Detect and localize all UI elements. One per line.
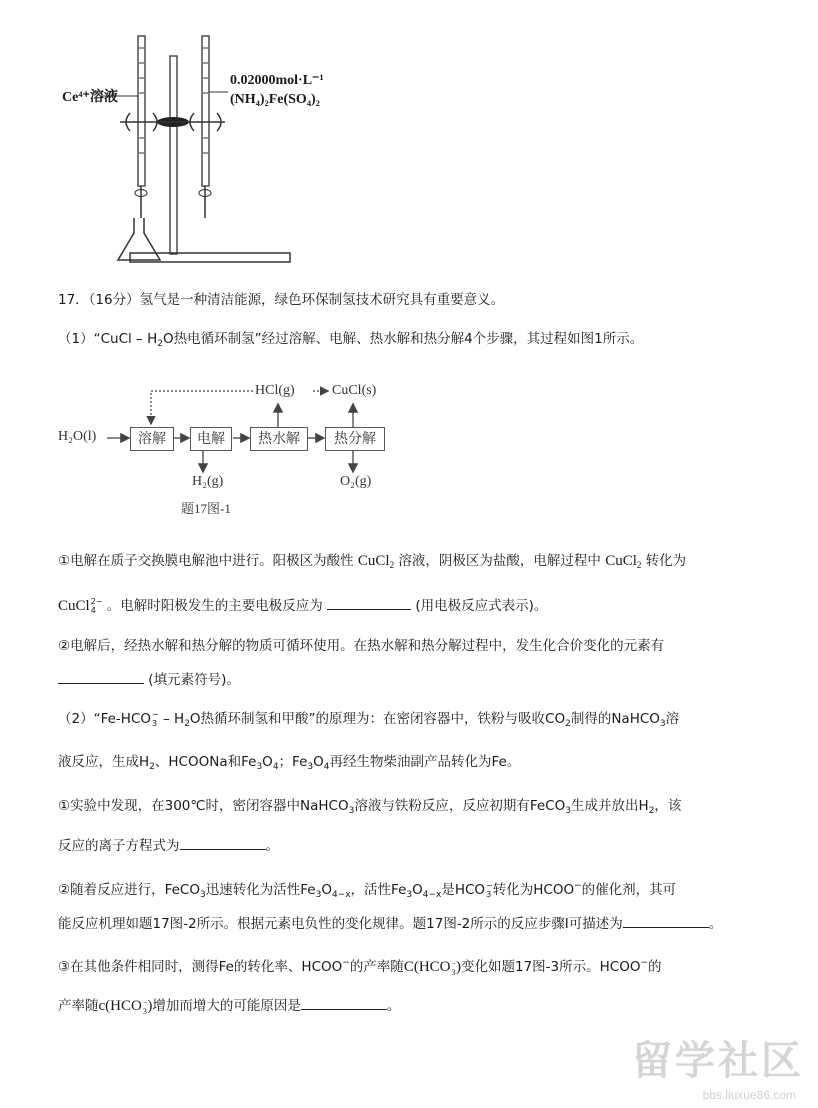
flow-recycle-line — [151, 391, 253, 423]
p2-g: 、HCOONa和Fe — [154, 754, 257, 770]
part-1-intro-b: O热电循环制氢”经过溶解、电解、热水解和热分解4个步骤，其过程如图1所示。 — [162, 331, 644, 347]
q2-2-h: 的催化剂，其可 — [581, 882, 677, 898]
q2-2-d: ，活性Fe — [350, 882, 407, 898]
q1-1-text-d: 。电解时阳极发生的主要电极反应为 — [106, 598, 323, 614]
q2-1-e: 反应的离子方程式为 — [58, 838, 180, 854]
watermark-url: bbs.liuxue86.com — [702, 1088, 796, 1102]
q1-2-line-1: ②电解后，经热水解和热分解的物质可循环使用。在热水解和热分解过程中，发生化合价变化的元素有 — [58, 638, 665, 654]
flow-box-hydrolysis: 热水解 — [250, 427, 308, 451]
apparatus-concentration-label: 0.02000mol·L⁻¹ — [230, 73, 324, 88]
q1-2-line-2 — [58, 669, 240, 690]
p2-e: 溶 — [665, 711, 680, 727]
p2-i: ；Fe — [278, 754, 308, 770]
q2-2-c: O — [321, 882, 332, 898]
q2-2-a: ②随着反应进行，FeCO — [58, 882, 200, 898]
flow-input-h2o: H₂O(l) — [58, 429, 97, 444]
q1-1-text-c: 转化为 — [645, 553, 687, 569]
p2-b: – H — [158, 711, 185, 727]
q2-2-f: 是HCO — [441, 882, 486, 898]
q2-1-c: 生成并放出H — [570, 798, 649, 814]
flow-box-dissolve: 溶解 — [130, 427, 174, 451]
watermark-logo: 留学社区 — [632, 1038, 804, 1084]
q2-2-b: 迅速转化为活性Fe — [205, 882, 316, 898]
flow-box-electrolysis: 电解 — [190, 427, 232, 451]
q2-1-b: 溶液与铁粉反应，反应初期有FeCO — [354, 798, 566, 814]
answer-blank-3[interactable] — [180, 835, 266, 850]
apparatus-left-label: Ce⁴⁺溶液 — [62, 90, 118, 105]
flow-box-pyrolysis: 热分解 — [325, 427, 385, 451]
flow-product-hcl: HCl(g) — [255, 383, 295, 398]
part-2-line-1: （2）“Fe-HCO − 3 – $H_2O$热循环制氢和甲酸”的原理为：在密闭容器中，铁粉与吸收$CO_2$制得的NaHCO$_3$溶 — [58, 710, 680, 729]
p2-a: （2）“Fe-HCO — [58, 711, 151, 727]
q2-1-f: 。 — [265, 838, 279, 854]
titration-apparatus — [60, 28, 360, 273]
q2-3-b: 的产率随 — [349, 959, 404, 975]
flow-product-h2: H₂(g) — [192, 474, 224, 489]
q2-1-line-2 — [58, 835, 279, 856]
flow-product-cucl: CuCl(s) — [332, 383, 377, 398]
q2-3-line-2: 产率随c(HCO − 3 )增加而增大的可能原因是 。 — [58, 995, 400, 1016]
answer-blank-4[interactable] — [623, 913, 709, 928]
p2-c: O热循环制氢和甲酸”的原理为：在密闭容器中，铁粉与吸收CO — [189, 711, 566, 727]
q1-1-text-e: (用电极反应式表示)。 — [415, 598, 548, 614]
p2-d: 制得的NaHCO — [570, 711, 660, 727]
q2-3-line-1: ③在其他条件相同时，测得Fe的转化率、HCOO−的产率随C(HCO − 3 )变化如题17图-3所示。HCOO−的 — [58, 958, 662, 977]
answer-blank-5[interactable] — [301, 995, 387, 1010]
q2-1-a: ①实验中发现，在300℃时，密闭容器中NaHCO — [58, 798, 349, 814]
p2-j: O — [313, 754, 324, 770]
q1-2-text-b: (填元素符号)。 — [148, 672, 240, 688]
answer-blank-2[interactable] — [58, 669, 144, 684]
p2-h: O — [262, 754, 273, 770]
q1-1-line-2: CuCl 2− 4 。电解时阳极发生的主要电极反应为 (用电极反应式表示)。 — [58, 597, 548, 615]
answer-blank-1[interactable] — [327, 595, 411, 610]
q2-2-e: O — [412, 882, 423, 898]
q2-3-d: 的 — [648, 959, 662, 975]
p2-k: 再经生物柴油副产品转化为Fe。 — [329, 754, 521, 770]
figure-1-caption: 题17图-1 — [181, 501, 231, 516]
q2-3-a: ③在其他条件相同时，测得Fe的转化率、HCOO — [58, 959, 343, 975]
q2-2-g: 转化为HCOO — [492, 882, 575, 898]
part-1-intro-a: （1）“CuCl – H — [58, 331, 158, 347]
part-2-line-2: 液反应，生成$H_2$、HCOONa和$Fe_3O_4$；$Fe_3O_4$再经生物柴油副产品转化为Fe。 — [58, 754, 521, 772]
q2-3-c: 变化如题17图-3所示。HCOO — [461, 959, 641, 975]
q2-2-i: 能反应机理如题17图-2所示。根据元素电负性的变化规律。题17图-2所示的反应步骤Ⅰ可描述为 — [58, 916, 623, 932]
q2-3-e: 产率随 — [58, 998, 99, 1014]
q2-1-line-1: ①实验中发现，在300℃时，密闭容器中NaHCO$_3$溶液与铁粉反应，反应初期有FeCO$_3$生成并放出$H_2$，该 — [58, 798, 682, 816]
q1-1-line-1: ①电解在质子交换膜电解池中进行。阳极区为酸性 CuCl$_2$ 溶液，阴极区为盐酸，电解过程中 CuCl$_2$ 转化为 — [58, 553, 687, 570]
q1-1-text-b: 溶液，阴极区为盐酸，电解过程中 — [398, 553, 601, 569]
question-17-header: 17．（16分）氢气是一种清洁能源，绿色环保制氢技术研究具有重要意义。 — [58, 292, 505, 308]
q2-2-line-2 — [58, 913, 722, 934]
q2-2-j: 。 — [708, 916, 723, 932]
q2-3-f: 增加而增大的可能原因是 — [152, 998, 301, 1014]
q2-1-d: ，该 — [654, 798, 682, 814]
p2-f: 液反应，生成H — [58, 754, 150, 770]
part-1-intro: （1）“CuCl – $H_2O$热电循环制氢”经过溶解、电解、热水解和热分解4个步骤，其过程如图1所示。 — [58, 331, 644, 349]
q2-3-g: 。 — [386, 998, 401, 1014]
q2-2-line-1: ②随着反应进行，FeCO$_3$迅速转化为活性$Fe_3O_{4-x}$，活性$Fe_3O_{4-x}$是HCO − 3 转化为HCOO−的催化剂，其可 — [58, 881, 677, 900]
q1-1-text-a: ①电解在质子交换膜电解池中进行。阳极区为酸性 — [58, 553, 354, 569]
apparatus-formula-label: (NH₄)₂Fe(SO₄)₂ — [230, 92, 320, 107]
flow-product-o2: O₂(g) — [340, 474, 372, 489]
